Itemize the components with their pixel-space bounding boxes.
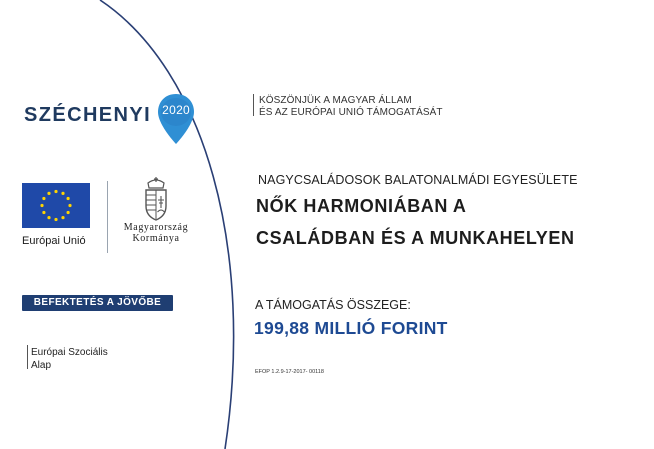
esf-line1: Európai Szociális: [31, 347, 108, 358]
eu-label: Európai Unió: [22, 235, 86, 247]
thanks-line2: ÉS AZ EURÓPAI UNIÓ TÁMOGATÁSÁT: [259, 107, 443, 118]
project-title-line1: NŐK HARMONIÁBAN A: [256, 196, 467, 216]
eu-logo: [22, 183, 90, 247]
thanks-line1: KÖSZÖNJÜK A MAGYAR ÁLLAM: [259, 95, 412, 106]
hungarian-government-logo: [111, 176, 201, 244]
project-title-line2: CSALÁDBAN ÉS A MUNKAHELYEN: [256, 228, 575, 248]
organization-name: NAGYCSALÁDOSOK BALATONALMÁDI EGYESÜLETE: [258, 173, 578, 187]
location-pin-icon: [155, 92, 197, 148]
government-name-line2: Kormánya: [132, 233, 180, 244]
grant-amount-label: A TÁMOGATÁS ÖSSZEGE:: [255, 298, 411, 312]
thanks-divider: [253, 94, 254, 116]
project-code: EFOP 1.2.9-17-2017- 00118: [255, 369, 324, 375]
invest-in-future-banner: BEFEKTETÉS A JÖVŐBE: [22, 295, 173, 311]
logo-divider: [107, 181, 108, 253]
eu-flag-icon: [22, 183, 90, 228]
esf-line2: Alap: [31, 360, 52, 371]
thanks-message: [259, 95, 443, 119]
hungarian-coat-of-arms-icon: [141, 176, 171, 222]
esf-divider: [27, 345, 28, 369]
szechenyi-2020-logo: [24, 82, 197, 148]
government-name-line1: Magyarország: [123, 222, 189, 233]
european-social-fund-label: [31, 346, 108, 372]
grant-amount: 199,88 MILLIÓ FORINT: [254, 318, 448, 338]
szechenyi-year: 2020: [162, 103, 191, 117]
szechenyi-wordmark: SZÉCHENYI: [24, 103, 152, 126]
